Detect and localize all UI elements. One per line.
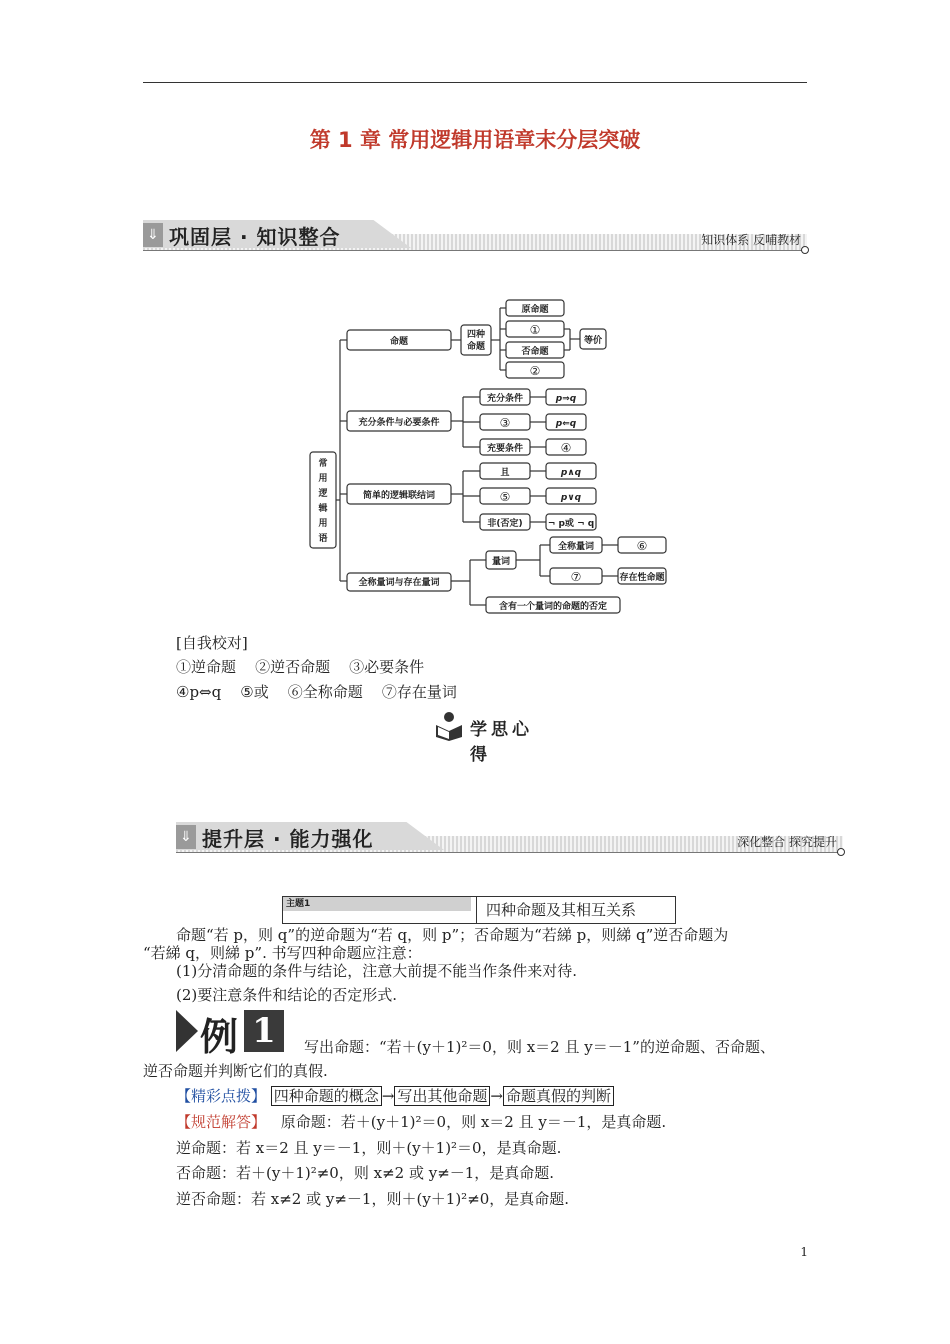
para-line: 命题“若 p，则 q”的逆命题为“若 q，则 p”；否命题为“若綈 p，则綈 q”逆否命题为: [176, 926, 729, 944]
banner-rule: [143, 250, 807, 251]
guifan-text: 原命题：若＋(y＋1)²＝0，则 x＝2 且 y＝－1，是真命题.: [280, 1113, 667, 1131]
example-label: 例: [200, 1015, 239, 1059]
banner-dot-icon: [837, 848, 845, 856]
blank-4: ④: [560, 441, 572, 455]
node-p-and-q: p∧q: [560, 468, 582, 478]
node-fei: 非(否定): [487, 519, 523, 529]
node-dengjia: 等价: [583, 336, 603, 346]
node-q-implies-p: p⇐q: [555, 419, 577, 429]
root-char: 辑: [318, 504, 328, 514]
jingcai-label: 【精彩点拨】: [176, 1087, 267, 1105]
node-qie: 且: [500, 468, 510, 478]
page-title: 第 1 章 常用逻辑用语章末分层突破: [309, 128, 641, 152]
guifan-row: [176, 1111, 666, 1133]
down-arrow-icon: ⇓: [176, 825, 196, 849]
banner-dot-icon: [801, 246, 809, 254]
node-mingti: 命题: [389, 337, 409, 347]
section-banner-consolidate: [143, 220, 807, 254]
reader-icon: [432, 711, 466, 741]
node-p-or-q: p∨q: [560, 493, 582, 503]
answer-line: 逆命题：若 x＝2 且 y＝－1，则＋(y＋1)²＝0，是真命题.: [176, 1139, 562, 1157]
node-connective: 简单的逻辑联结词: [362, 491, 436, 501]
answer-line: 逆否命题：若 x≠2 或 y≠－1，则＋(y＋1)²≠0，是真命题.: [176, 1190, 570, 1208]
banner-right-text: 深化整合 探究提升: [737, 835, 837, 849]
theme-divider: [476, 897, 477, 923]
node-p-implies-q: p⇒q: [555, 394, 577, 404]
node-liangci: 量词: [491, 557, 511, 567]
example-badge: [176, 1010, 284, 1059]
node-fouding: 含有一个量词的命题的否定: [498, 602, 608, 612]
node-chongfen: 充分条件: [486, 394, 524, 404]
header-rule: [143, 82, 807, 83]
banner-label: 巩固层 · 知识整合: [169, 225, 341, 249]
answer-line: 否命题：若＋(y＋1)²≠0，则 x≠2 或 y≠－1，是真命题.: [176, 1164, 555, 1182]
node-foumingti: 否命题: [521, 347, 549, 357]
blank-2: ②: [529, 364, 541, 378]
example-line: 逆否命题并判断它们的真假.: [143, 1062, 328, 1080]
selfcheck-line: ①逆命题 ②逆否命题 ③必要条件: [176, 658, 425, 676]
jingcai-row: [176, 1085, 614, 1107]
knowledge-mindmap: [300, 292, 680, 622]
step-box: 四种命题的概念: [271, 1086, 382, 1106]
example-line: 写出命题：“若＋(y＋1)²＝0，则 x＝2 且 y＝－1”的逆命题、否命题、: [304, 1038, 775, 1056]
node-sizhong: 四种: [466, 330, 486, 340]
chevron-icon: [176, 1010, 198, 1052]
banner-right-text: 知识体系 反哺教材: [701, 233, 801, 247]
xuesi-label: 学思心得: [470, 720, 533, 765]
theme-box: [282, 896, 676, 924]
node-quancheng: 全称量词: [557, 542, 595, 552]
arrow-right-icon: →: [381, 1087, 395, 1105]
guifan-label: 【规范解答】: [176, 1113, 267, 1131]
example-number: 1: [244, 1010, 284, 1052]
blank-6: ⑥: [636, 539, 648, 553]
node-condition: 充分条件与必要条件: [358, 418, 440, 428]
node-yuanmingti: 原命题: [521, 305, 549, 315]
node-not: ¬ p或 ¬ q: [547, 519, 595, 529]
node-cunzai: 存在性命题: [619, 573, 665, 583]
page-number: 1: [800, 1245, 808, 1259]
blank-7: ⑦: [570, 570, 582, 584]
step-box: 写出其他命题: [394, 1086, 490, 1106]
section-banner-improve: [176, 822, 843, 856]
node-chongyao: 充要条件: [486, 444, 524, 454]
para-line: (1)分清命题的条件与结论，注意大前提不能当作条件来对待.: [176, 962, 578, 980]
root-char: 用: [318, 474, 328, 484]
down-arrow-icon: ⇓: [143, 223, 163, 247]
xuesi-badge: [432, 711, 552, 765]
root-char: 语: [318, 534, 328, 544]
root-char: 逻: [318, 489, 328, 499]
node-quantifier: 全称量词与存在量词: [358, 578, 440, 588]
selfcheck-heading: [自我校对]: [176, 634, 248, 652]
para-line: (2)要注意条件和结论的否定形式.: [176, 986, 398, 1004]
banner-label: 提升层 · 能力强化: [202, 827, 374, 851]
theme-title: 四种命题及其相互关系: [486, 901, 637, 919]
blank-1: ①: [529, 323, 541, 337]
step-box: 命题真假的判断: [503, 1086, 614, 1106]
banner-rule: [176, 852, 843, 853]
blank-5: ⑤: [499, 490, 511, 504]
para-line: “若綈 q，则綈 p”. 书写四种命题应注意：: [143, 944, 422, 962]
blank-3: ③: [499, 416, 511, 430]
selfcheck-line: ④p⇔q ⑤或 ⑥全称命题 ⑦存在量词: [176, 683, 457, 701]
theme-tag: 主题1: [283, 897, 471, 911]
node-sizhong: 命题: [466, 342, 486, 352]
arrow-right-icon: →: [490, 1087, 503, 1105]
root-char: 常: [318, 459, 328, 469]
root-char: 用: [318, 519, 328, 529]
